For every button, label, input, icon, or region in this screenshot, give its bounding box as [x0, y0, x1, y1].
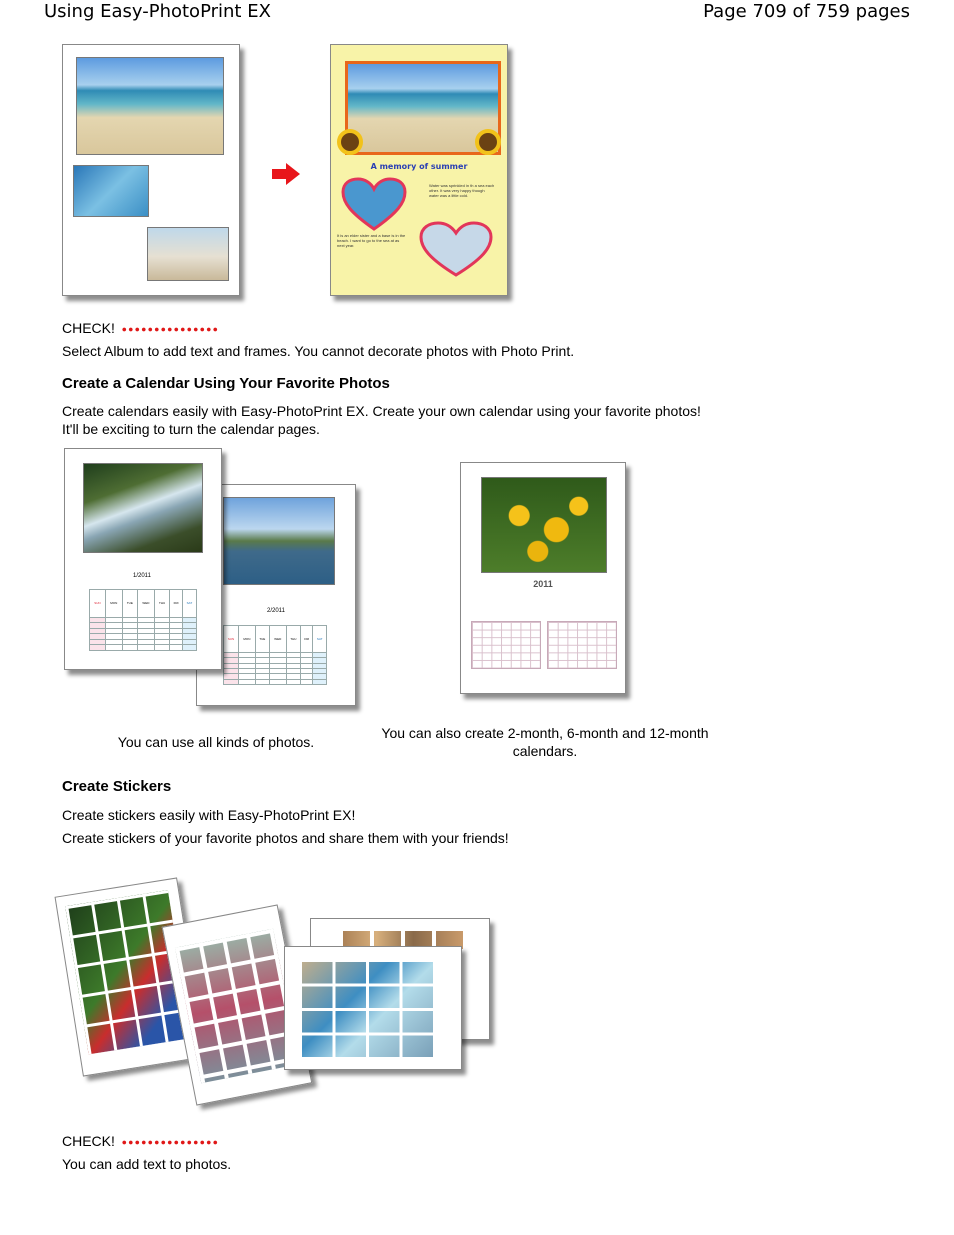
- calendar-day-header: SAT: [182, 590, 196, 618]
- calendar-day-header: MON: [105, 590, 122, 618]
- arrow-right-icon: [270, 162, 302, 186]
- two-month-calendar-page: [460, 462, 626, 694]
- beach-photo-small: [73, 165, 149, 217]
- photo-print-page: [62, 44, 240, 296]
- poster-note-1: Water was sprinkled in th a sea each other. It was very happy though water was a little cold.: [429, 183, 495, 198]
- calendar-day-header: THU: [154, 590, 169, 618]
- calendar-cell: [154, 645, 169, 651]
- stickers-intro-1: Create stickers easily with Easy-PhotoPrint EX!: [62, 807, 356, 823]
- sunflower-icon: [475, 129, 501, 155]
- waterfall-photo: [83, 463, 203, 553]
- calendar-grid: [223, 625, 327, 685]
- calendar-day-header: TUE: [255, 626, 269, 653]
- calendar-day-header: FRI: [170, 590, 183, 618]
- stickers-illustration: [60, 868, 500, 1100]
- check-label-1: CHECK!: [62, 319, 219, 337]
- two-month-calendar-illustration: [458, 460, 638, 702]
- poster-note-2: It is an elder sister and a base is in the beach. I want to go to the sea at as next year.: [337, 233, 406, 248]
- calendar-day-header: FRI: [301, 626, 313, 653]
- album-poster-page: [330, 44, 508, 296]
- stickers-heading: Create Stickers: [62, 778, 172, 795]
- check-label-2: CHECK!: [62, 1132, 219, 1150]
- calendar-day-header: WED: [137, 590, 154, 618]
- document-title: Using Easy-PhotoPrint EX: [44, 1, 271, 22]
- lake-photo: [223, 497, 335, 585]
- calendar-grid: [471, 621, 541, 669]
- calendar-year-label: 2011: [533, 579, 553, 589]
- heart-frame-icon: [419, 221, 493, 277]
- calendar-cell: [170, 645, 183, 651]
- marigold-photo: [481, 477, 607, 573]
- calendar-day-header: TUE: [122, 590, 137, 618]
- sticker-grid: [299, 959, 433, 1057]
- check-text-2: You can add text to photos.: [62, 1156, 232, 1172]
- calendar-day-header: THU: [286, 626, 301, 653]
- stickers-intro-2: Create stickers of your favorite photos and share them with your friends!: [62, 830, 509, 846]
- calendar-day-header: SUN: [90, 590, 106, 618]
- calendar-grid: [89, 589, 197, 651]
- calendar-day-header: SUN: [224, 626, 239, 653]
- beach-photo-run: [147, 227, 229, 281]
- calendar-cell: [270, 679, 286, 684]
- calendar-intro-2: It'll be exciting to turn the calendar pages.: [62, 421, 320, 437]
- calendar-cell: [224, 679, 239, 684]
- calendar-cell: [137, 645, 154, 651]
- monthly-calendar-illustration: [62, 446, 362, 712]
- calendar-cell: [182, 645, 196, 651]
- calendar-cell: [286, 679, 301, 684]
- calendar-month-label: 2/2011: [267, 608, 285, 614]
- check-text-1: Select Album to add text and frames. You cannot decorate photos with Photo Print.: [62, 343, 575, 359]
- calendar-page-jan: [64, 448, 222, 670]
- calendar-day-header: SAT: [313, 626, 327, 653]
- calendar-cell: [313, 679, 327, 684]
- calendar-intro-1: Create calendars easily with Easy-PhotoPrint EX. Create your own calendar using your favorite photos!: [62, 403, 701, 419]
- beach-photo-large: [76, 57, 224, 155]
- sticker-grid: [175, 929, 299, 1084]
- page-number: Page 709 of 759 pages: [703, 1, 910, 22]
- calendar-month-label: 1/2011: [133, 573, 151, 579]
- dotted-divider: [121, 1140, 219, 1145]
- calendar-cell: [255, 679, 269, 684]
- calendar-day-header: MON: [239, 626, 255, 653]
- calendar-cell: [301, 679, 313, 684]
- calendar-caption-1: You can use all kinds of photos.: [117, 734, 315, 750]
- calendar-cell: [122, 645, 137, 651]
- poster-title: A memory of summer: [370, 162, 468, 171]
- sticker-sheet-4: [284, 946, 462, 1070]
- calendar-cell: [239, 679, 255, 684]
- album-illustration: [60, 42, 520, 304]
- calendar-day-header: WED: [270, 626, 286, 653]
- heart-frame-icon: [341, 177, 407, 231]
- calendar-cell: [90, 645, 106, 651]
- sunflower-icon: [337, 129, 363, 155]
- calendar-grid: [547, 621, 617, 669]
- dotted-divider: [121, 327, 219, 332]
- calendar-heading: Create a Calendar Using Your Favorite Photos: [62, 375, 390, 392]
- calendar-caption-2: You can also create 2-month, 6-month and 12-month calendars.: [381, 725, 709, 759]
- calendar-cell: [105, 645, 122, 651]
